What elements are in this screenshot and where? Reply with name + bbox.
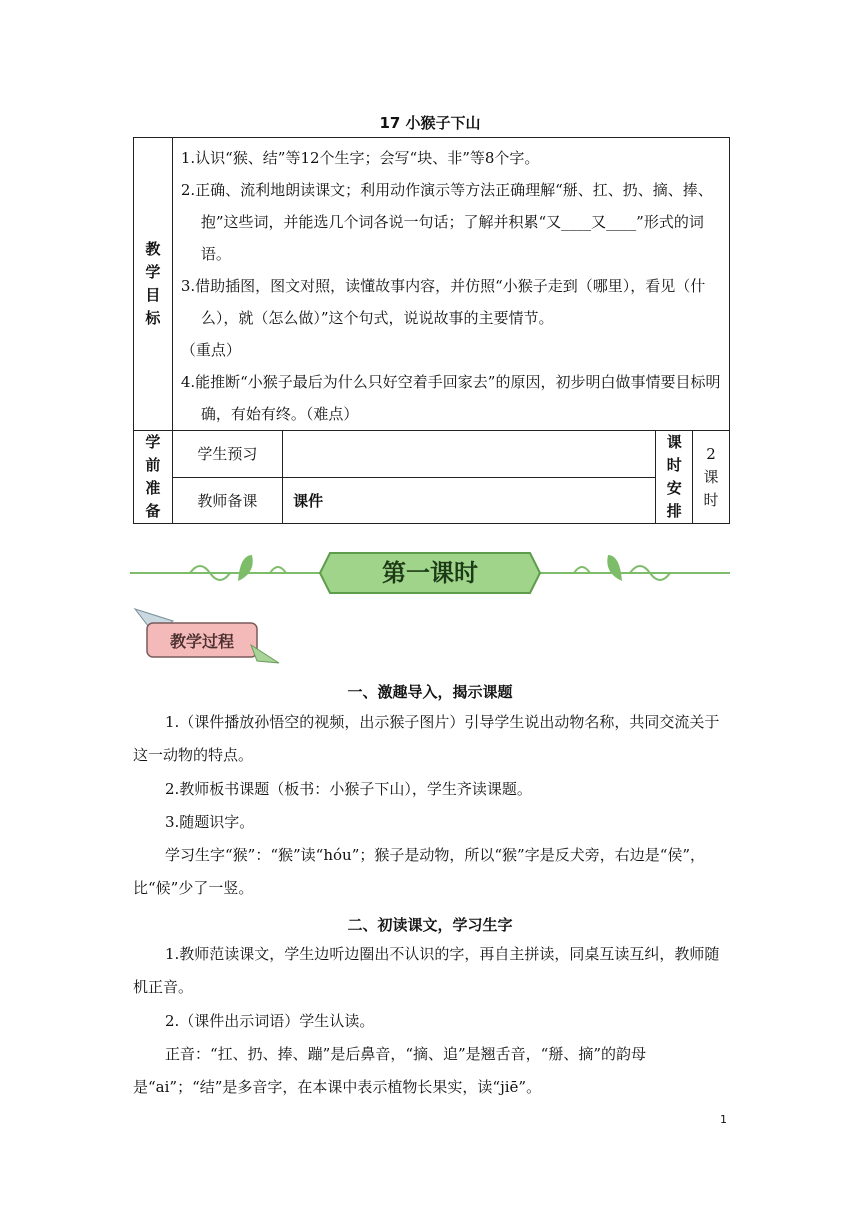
section-2-para-1: 1.教师范读课文，学生边听边圈出不认识的字，再自主拼读，同桌互读互纠，教师随机正音。 bbox=[133, 945, 720, 996]
student-prep-label: 学生预习 bbox=[172, 431, 282, 478]
section-1-para-2: 2.教师板书课题（板书：小猴子下山），学生齐读课题。 bbox=[165, 780, 532, 798]
goal-4: 4.能推断“小猴子最后为什么只好空着手回家去”的原因，初步明白做事情要目标明确，有始有终。（难点） bbox=[180, 373, 721, 423]
teacher-prep-label: 教师备课 bbox=[172, 477, 282, 524]
banner-text: 第一课时 bbox=[382, 559, 478, 587]
teaching-process-logo bbox=[133, 605, 283, 669]
section-1-para-4: 学习生字“猴”：“猴”读“hóu”；猴子是动物，所以“猴”字是反犬旁，右边是“侯”，比“候”少了一竖。 bbox=[133, 846, 706, 897]
section-1-para-1: 1.（课件播放孙悟空的视频，出示猴子图片）引导学生说出动物名称，共同交流关于这一动物的特点。 bbox=[133, 713, 720, 764]
lesson-plan-table bbox=[133, 137, 730, 524]
vine-right-icon bbox=[530, 566, 730, 580]
process-label-text: 教学过程 bbox=[169, 632, 235, 651]
goals-label bbox=[134, 138, 173, 431]
teacher-prep-value: 课件 bbox=[283, 477, 656, 524]
time-value bbox=[693, 431, 730, 524]
goals-cell bbox=[172, 138, 729, 431]
section-2-heading: 二、初读课文，学习生字 bbox=[347, 916, 513, 934]
goal-3: 3.借助插图，图文对照，读懂故事内容，并仿照“小猴子走到（哪里），看见（什么），就（怎么做）”这个句式，说说故事的主要情节。 bbox=[180, 277, 706, 327]
page-number: 1 bbox=[720, 1113, 727, 1126]
section-2-para-3: 正音：“扛、扔、捧、蹦”是后鼻音，“摘、追”是翘舌音，“掰、摘”的韵母是“ai”；“结”是多音字，在本课中表示植物长果实，读“jiē”。 bbox=[133, 1045, 647, 1096]
goal-3-note: （重点） bbox=[180, 341, 241, 359]
section-1-heading: 一、激趣导入，揭示课题 bbox=[347, 683, 513, 701]
vine-left-icon bbox=[130, 566, 330, 580]
leaf-left-icon bbox=[238, 555, 253, 581]
section-1-para-3: 3.随题识字。 bbox=[165, 813, 255, 831]
lesson-banner bbox=[130, 543, 730, 603]
time-label-text: 课时安排 bbox=[666, 433, 682, 520]
paper-plane-small-icon bbox=[251, 645, 279, 663]
lesson-title: 17 小猴子下山 bbox=[379, 114, 481, 132]
leaf-right-icon bbox=[607, 555, 622, 581]
section-2-para-2: 2.（课件出示词语）学生认读。 bbox=[165, 1012, 375, 1030]
goal-1: 1.认识“猴、结”等12个生字；会写“块、非”等8个字。 bbox=[180, 149, 540, 167]
student-prep-value bbox=[283, 431, 656, 478]
time-label bbox=[656, 431, 693, 524]
goal-2: 2.正确、流利地朗读课文；利用动作演示等方法正确理解“掰、扛、扔、摘、捧、抱”这些词，并能选几个词各说一句话；了解并积累“又____又____”形式的词语。 bbox=[180, 181, 713, 263]
time-value-text: 2课时 bbox=[703, 444, 719, 509]
prep-label-text: 学前准备 bbox=[145, 433, 161, 520]
prep-label bbox=[134, 431, 173, 524]
goals-label-text: 教学目标 bbox=[145, 240, 161, 327]
